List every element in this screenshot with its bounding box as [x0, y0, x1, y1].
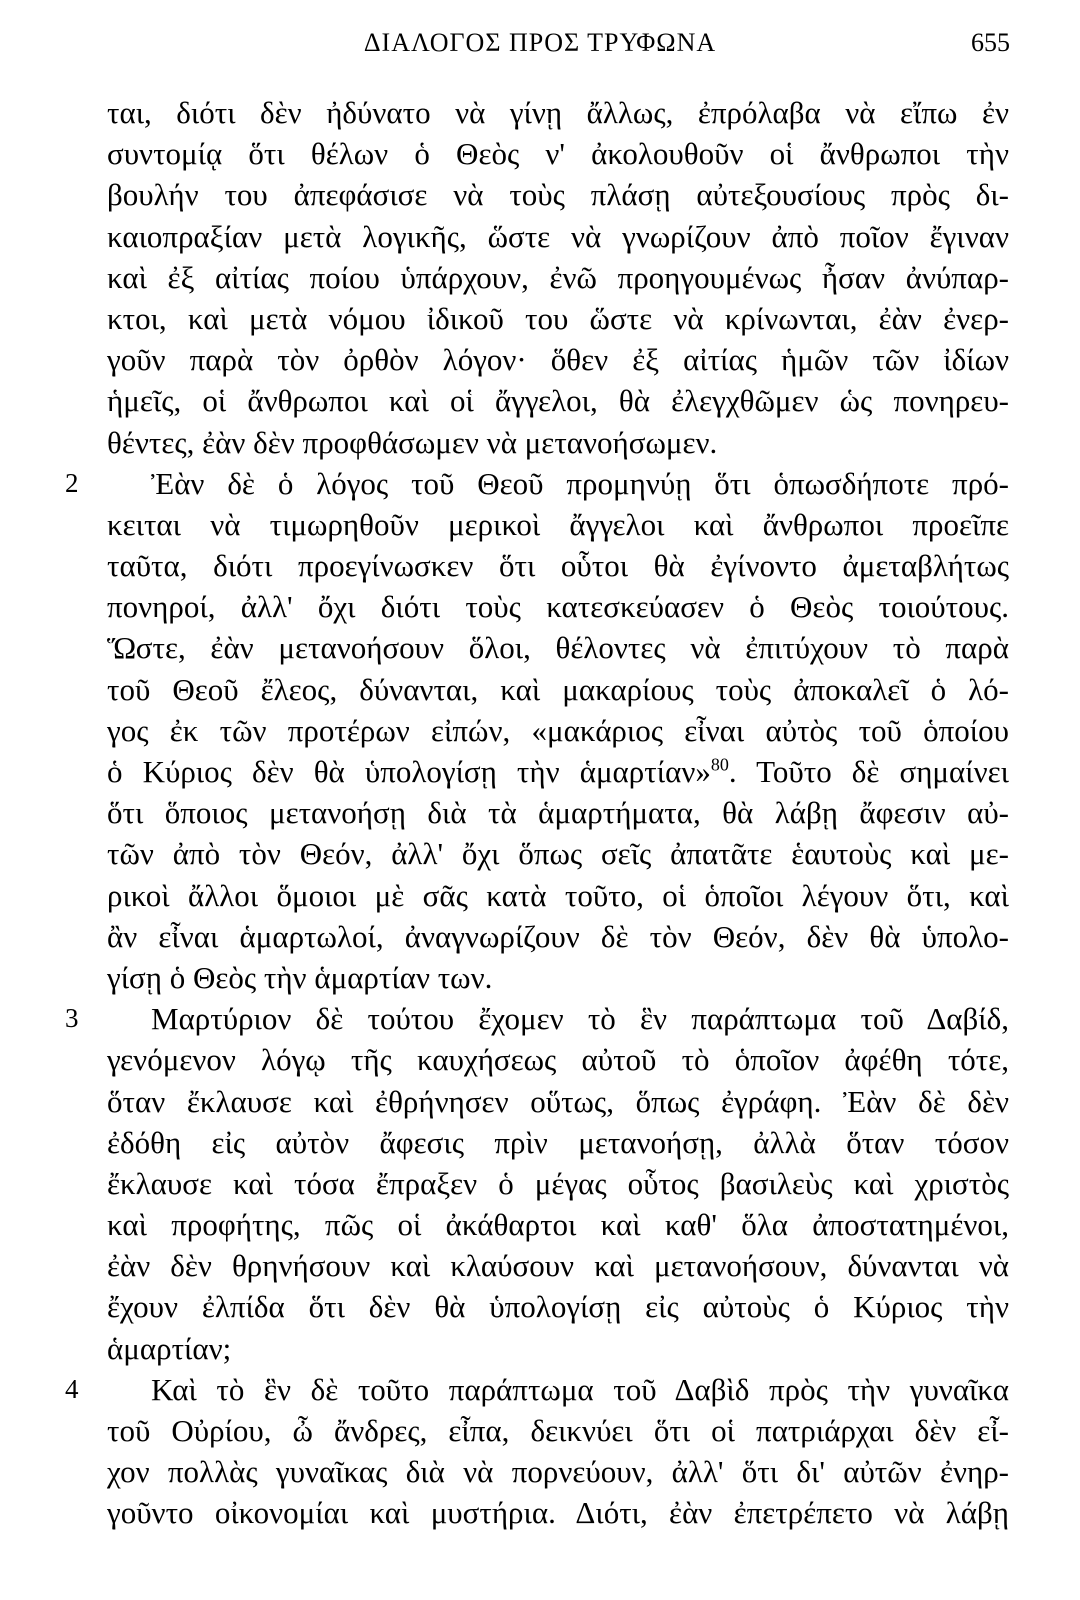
line-text: ἁμαρτίαν;: [107, 1330, 232, 1366]
line-text: χον πολλὰς γυναῖκας διὰ νὰ πορνεύουν, ἀλλ' ὅτι δι' αὐτῶν ἐνηρ-: [107, 1454, 1009, 1490]
line-text: ὅταν ἔκλαυσε καὶ ἐθρήνησεν οὕτως, ὅπως ἐγράφη. Ἐὰν δὲ δὲν: [107, 1083, 1009, 1119]
line-text: Ἐὰν δὲ ὁ λόγος τοῦ Θεοῦ προμηνύῃ ὅτι ὁπωσδήποτε πρό-: [151, 465, 1009, 501]
footnote-marker: 80: [710, 754, 729, 775]
text-line: [107, 1492, 1009, 1533]
text-line: [107, 669, 1009, 710]
line-text: καὶ ἐξ αἰτίας ποίου ὑπάρχουν, ἐνῶ προηγουμένως ἦσαν ἀνύπαρ-: [107, 259, 1009, 295]
line-text-part: . Τοῦτο δὲ σημαίνει: [728, 754, 1009, 789]
text-line: [107, 422, 1009, 463]
text-line: [107, 1451, 1009, 1492]
line-text: καιοπραξίαν μετὰ λογικῆς, ὥστε νὰ γνωρίζουν ἀπὸ ποῖον ἔγιναν: [107, 218, 1009, 254]
text-line: [65, 1369, 1009, 1410]
line-text: ται, διότι δὲν ἠδύνατο νὰ γίνῃ ἄλλως, ἐπρόλαβα νὰ εἴπω ἐν: [107, 95, 1009, 130]
text-line: [107, 1081, 1009, 1122]
paragraph-number: 2: [65, 467, 79, 498]
line-text: γίσῃ ὁ Θεὸς τὴν ἁμαρτίαν των.: [107, 959, 493, 995]
line-text: [107, 751, 1009, 792]
text-line: [107, 586, 1009, 627]
line-text: τοῦ Θεοῦ ἔλεος, δύνανται, καὶ μακαρίους τοὺς ἀποκαλεῖ ὁ λό-: [107, 671, 1009, 707]
line-text: ταῦτα, διότι προεγίνωσκεν ὅτι οὗτοι θὰ ἐγίνοντο ἀμεταβλήτως: [107, 548, 1009, 584]
text-line: [107, 792, 1009, 833]
running-title: ΔΙΑΛΟΓΟΣ ΠΡΟΣ ΤΡΥΦΩΝΑ: [363, 28, 717, 57]
page-header: [0, 28, 1080, 68]
line-text: καὶ προφήτης, πῶς οἱ ἀκάθαρτοι καὶ καθ' ὅλα ἀποστατημένοι,: [107, 1207, 1009, 1243]
text-line: [107, 627, 1009, 668]
page-number: 655: [971, 28, 1010, 57]
line-text: ρικοὶ ἄλλοι ὅμοιοι μὲ σᾶς κατὰ τοῦτο, οἱ ὁποῖοι λέγουν ὅτι, καὶ: [107, 877, 1009, 913]
line-text: ἔχουν ἐλπίδα ὅτι δὲν θὰ ὑπολογίσῃ εἰς αὐτοὺς ὁ Κύριος τὴν: [107, 1289, 1009, 1325]
text-line: [107, 916, 1009, 957]
text-line: [107, 1286, 1009, 1327]
line-text: ἐὰν δὲν θρηνήσουν καὶ κλαύσουν καὶ μετανοήσουν, δύνανται νὰ: [107, 1248, 1009, 1284]
text-line: [107, 380, 1009, 421]
line-text: γοῦν παρὰ τὸν ὀρθὸν λόγον· ὅθεν ἐξ αἰτίας ἡμῶν τῶν ἰδίων: [107, 342, 1009, 378]
text-line: [107, 216, 1009, 257]
line-text: Ὥστε, ἐὰν μετανοήσουν ὅλοι, θέλοντες νὰ ἐπιτύχουν τὸ παρὰ: [107, 630, 1009, 666]
text-line: [107, 1245, 1009, 1286]
text-line: [107, 1163, 1009, 1204]
text-line: [65, 998, 1009, 1039]
line-text: ἔκλαυσε καὶ τόσα ἔπραξεν ὁ μέγας οὗτος βασιλεὺς καὶ χριστὸς: [107, 1165, 1009, 1201]
text-line: [107, 875, 1009, 916]
line-text: συντομίᾳ ὅτι θέλων ὁ Θεὸς ν' ἀκολουθοῦν οἱ ἄνθρωποι τὴν: [107, 136, 1009, 172]
text-line: [107, 298, 1009, 339]
text-line: [107, 957, 1009, 998]
text-line: [107, 339, 1009, 380]
text-line: [107, 833, 1009, 874]
line-text-part: ὁ Κύριος δὲν θὰ ὑπολογίσῃ τὴν ἁμαρτίαν»: [107, 754, 711, 789]
line-text: ἐδόθη εἰς αὐτὸν ἄφεσις πρὶν μετανοήσῃ, ἀλλὰ ὅταν τόσον: [107, 1124, 1009, 1160]
line-text: ἂν εἶναι ἁμαρτωλοί, ἀναγνωρίζουν δὲ τὸν Θεόν, δὲν θὰ ὑπολο-: [107, 918, 1009, 954]
line-text: θέντες, ἐὰν δὲν προφθάσωμεν νὰ μετανοήσωμεν.: [107, 424, 718, 460]
text-line: [107, 1410, 1009, 1451]
body-text: [65, 92, 1009, 1534]
text-line: [107, 174, 1009, 215]
text-line: [107, 1328, 1009, 1369]
text-line: [107, 545, 1009, 586]
line-text: κτοι, καὶ μετὰ νόμου ἰδικοῦ του ὥστε νὰ κρίνωνται, ἐὰν ἐνερ-: [107, 300, 1009, 336]
text-line: [107, 133, 1009, 174]
line-text: Μαρτύριον δὲ τούτου ἔχομεν τὸ ἓν παράπτωμα τοῦ Δαβίδ,: [151, 1001, 1009, 1037]
text-line: [107, 504, 1009, 545]
text-line: [107, 710, 1009, 751]
text-line: [107, 92, 1009, 133]
line-text: ὅτι ὅποιος μετανοήσῃ διὰ τὰ ἁμαρτήματα, θὰ λάβῃ ἄφεσιν αὐ-: [107, 795, 1009, 831]
line-text: πονηροί, ἀλλ' ὄχι διότι τοὺς κατεσκεύασεν ὁ Θεὸς τοιούτους.: [107, 589, 1009, 625]
line-text: γος ἐκ τῶν προτέρων εἰπών, «μακάριος εἶναι αὐτὸς τοῦ ὁποίου: [107, 712, 1009, 748]
text-line: [107, 257, 1009, 298]
text-line: [107, 1204, 1009, 1245]
text-line: [107, 751, 1009, 792]
line-text: βουλήν του ἀπεφάσισε νὰ τοὺς πλάσῃ αὐτεξουσίους πρὸς δι-: [107, 177, 1009, 213]
text-line: [107, 1122, 1009, 1163]
line-text: τῶν ἀπὸ τὸν Θεόν, ἀλλ' ὄχι ὅπως σεῖς ἀπατᾶτε ἑαυτοὺς καὶ με-: [107, 836, 1009, 872]
text-line: [65, 463, 1009, 504]
line-text: ἡμεῖς, οἱ ἄνθρωποι καὶ οἱ ἄγγελοι, θὰ ἐλεγχθῶμεν ὡς πονηρευ-: [107, 383, 1009, 419]
paragraph-number: 3: [65, 1003, 79, 1034]
line-text: γοῦντο οἰκονομίαι καὶ μυστήρια. Διότι, ἐὰν ἐπετρέπετο νὰ λάβῃ: [107, 1495, 1009, 1531]
paragraph-number: 4: [65, 1373, 79, 1404]
text-line: [107, 1039, 1009, 1080]
line-text: κειται νὰ τιμωρηθοῦν μερικοὶ ἄγγελοι καὶ ἄνθρωποι προεῖπε: [107, 506, 1009, 542]
line-text: τοῦ Οὐρίου, ὦ ἄνδρες, εἶπα, δεικνύει ὅτι οἱ πατριάρχαι δὲν εἶ-: [107, 1413, 1009, 1448]
line-text: γενόμενον λόγῳ τῆς καυχήσεως αὐτοῦ τὸ ὁποῖον ἀφέθη τότε,: [107, 1042, 1009, 1078]
line-text: Καὶ τὸ ἓν δὲ τοῦτο παράπτωμα τοῦ Δαβὶδ πρὸς τὴν γυναῖκα: [151, 1371, 1009, 1407]
